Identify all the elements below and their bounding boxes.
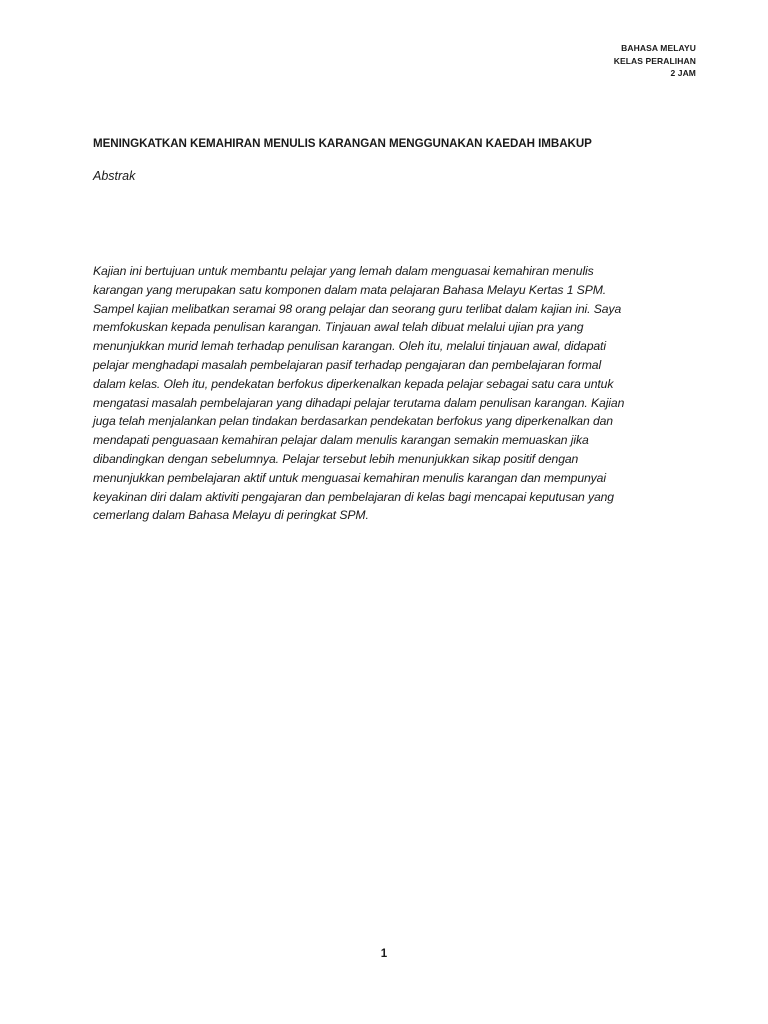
header-subject: BAHASA MELAYU	[621, 43, 696, 53]
abstract-line: pelajar menghadapi masalah pembelajaran pasif terhadap pengajaran dan pembelajaran formal	[93, 357, 602, 372]
abstract-line: cemerlang dalam Bahasa Melayu di peringkat SPM.	[93, 508, 369, 523]
abstract-line: dibandingkan dengan sebelumnya. Pelajar tersebut lebih menunjukkan sikap positif dengan	[93, 451, 579, 466]
abstract-line: Kajian ini bertujuan untuk membantu pelajar yang lemah dalam menguasai kemahiran menulis	[93, 264, 594, 278]
document-header	[614, 42, 696, 80]
header-duration: 2 JAM	[670, 68, 696, 78]
abstract-body	[93, 262, 685, 525]
abstract-line: menunjukkan pembelajaran aktif untuk menguasai kemahiran menulis karangan dan mempunyai	[93, 470, 606, 485]
abstract-line: karangan yang merupakan satu komponen dalam mata pelajaran Bahasa Melayu Kertas 1 SPM.	[93, 282, 607, 297]
abstract-line: memfokuskan kepada penulisan karangan. Tinjauan awal telah dibuat melalui ujian pra yang	[93, 320, 584, 335]
abstract-line: mengatasi masalah pembelajaran yang dihadapi pelajar terutama dalam penulisan karangan. Kajian	[93, 395, 625, 410]
abstract-line: dalam kelas. Oleh itu, pendekatan berfokus diperkenalkan kepada pelajar sebagai satu cara untuk	[93, 376, 614, 391]
abstract-heading: Abstrak	[93, 169, 136, 183]
abstract-line: juga telah menjalankan pelan tindakan berdasarkan pendekatan berfokus yang diperkenalkan dan	[93, 414, 613, 429]
abstract-line: menunjukkan murid lemah terhadap penulisan karangan. Oleh itu, melalui tinjauan awal, didapati	[93, 339, 606, 354]
abstract-line: Sampel kajian melibatkan seramai 98 orang pelajar dan seorang guru terlibat dalam kajian ini. Saya	[93, 301, 622, 316]
header-class: KELAS PERALIHAN	[613, 55, 696, 66]
page-number: 1	[380, 948, 388, 960]
abstract-line: mendapati penguasaan kemahiran pelajar dalam menulis karangan semakin memuaskan jika	[93, 433, 589, 448]
abstract-line: keyakinan diri dalam aktiviti pengajaran dan pembelajaran di kelas bagi mencapai keputusan yang	[93, 489, 614, 504]
document-title: MENINGKATKAN KEMAHIRAN MENULIS KARANGAN MENGGUNAKAN KAEDAH IMBAKUP	[93, 137, 592, 150]
